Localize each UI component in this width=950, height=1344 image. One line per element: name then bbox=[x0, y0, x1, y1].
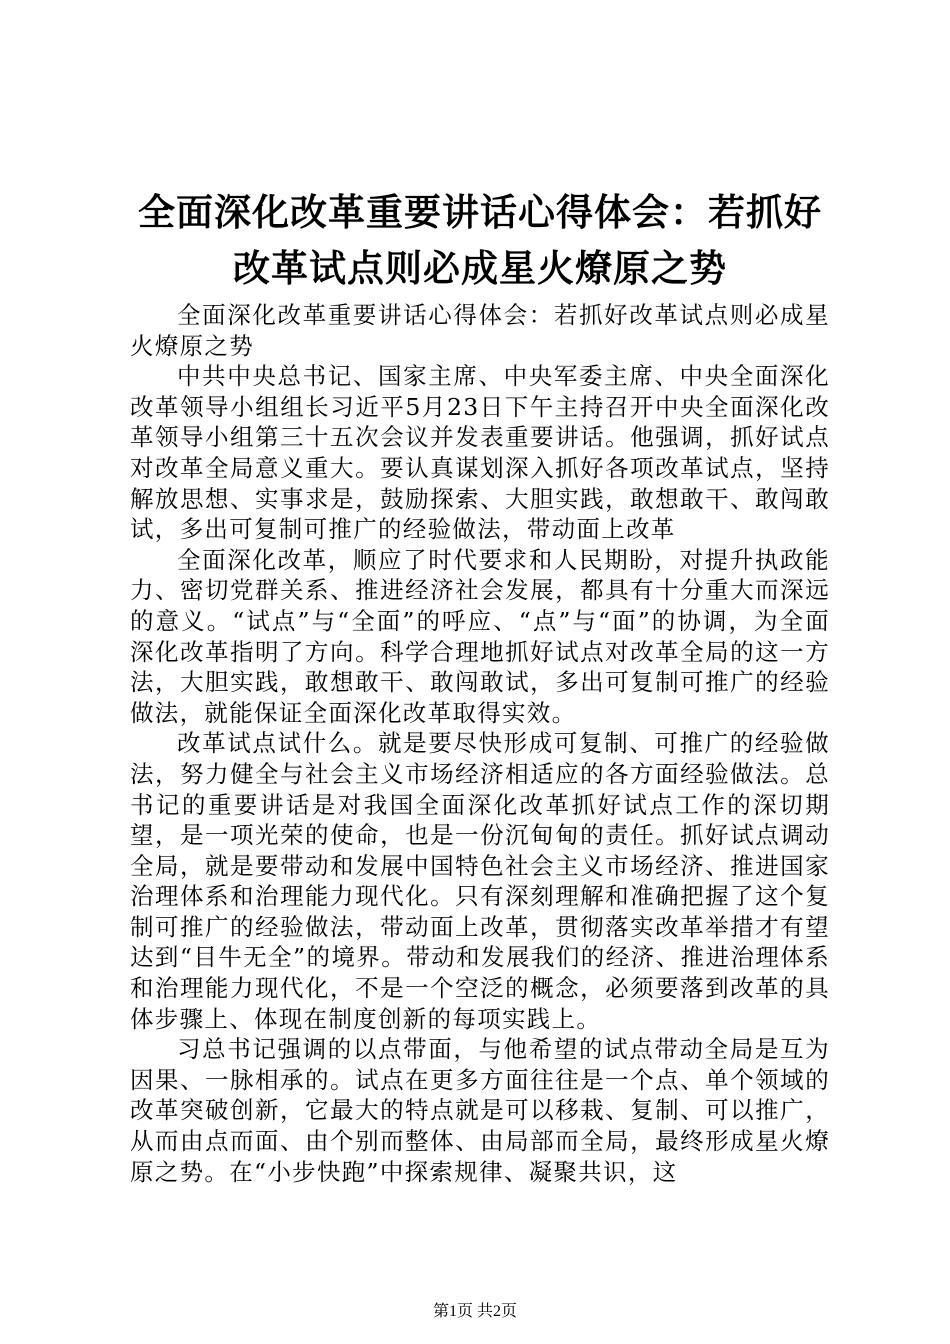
paragraph: 改革试点试什么。就是要尽快形成可复制、可推广的经验做法，努力健全与社会主义市场经济相适应的各方面经验做法。总书记的重要讲话是对我国全面深化改革抓好试点工作的深切期望，是一项光荣的使命，也是一份沉甸甸的责任。抓好试点调动全局，就是要带动和发展中国特色社会主义市场经济、推进国家治理体系和治理能力现代化。只有深刻理解和准确把握了这个复制可推广的经验做法，带动面上改革，贯彻落实改革举措才有望达到“目牛无全”的境界。带动和发展我们的经济、推进治理体系和治理能力现代化，不是一个空泛的概念，必须要落到改革的具体步骤上、体现在制度创新的每项实践上。 bbox=[130, 729, 830, 1033]
paragraph: 习总书记强调的以点带面，与他希望的试点带动全局是互为因果、一脉相承的。试点在更多方面往往是一个点、单个领域的改革突破创新，它最大的特点就是可以移栽、复制、可以推广，从而由点而面、由个别而整体、由局部而全局，最终形成星火燎原之势。在“小步快跑”中探索规律、凝聚共识，这 bbox=[130, 1035, 830, 1186]
page-number-footer: 第1页 共2页 bbox=[432, 1303, 517, 1320]
document-title: 全面深化改革重要讲话心得体会：若抓好改革试点则必成星火燎原之势 bbox=[138, 190, 822, 290]
paragraph: 全面深化改革，顺应了时代要求和人民期盼，对提升执政能力、密切党群关系、推进经济社会发展，都具有十分重大而深远的意义。“试点”与“全面”的呼应、“点”与“面”的协调，为全面深化改革指明了方向。科学合理地抓好试点对改革全局的这一方法，大胆实践，敢想敢干、敢闯敢试，多出可复制可推广的经验做法，就能保证全面深化改革取得实效。 bbox=[130, 545, 830, 727]
document-body bbox=[130, 300, 830, 1187]
paragraph: 全面深化改革重要讲话心得体会：若抓好改革试点则必成星火燎原之势 bbox=[130, 301, 830, 360]
paragraph: 中共中央总书记、国家主席、中央军委主席、中央全面深化改革领导小组组长习近平5月23日下午主持召开中央全面深化改革领导小组第三十五次会议并发表重要讲话。他强调，抓好试点对改革全局意义重大。要认真谋划深入抓好各项改革试点，坚持解放思想、实事求是，鼓励探索、大胆实践，敢想敢干、敢闯敢试，多出可复制可推广的经验做法，带动面上改革 bbox=[130, 362, 830, 544]
